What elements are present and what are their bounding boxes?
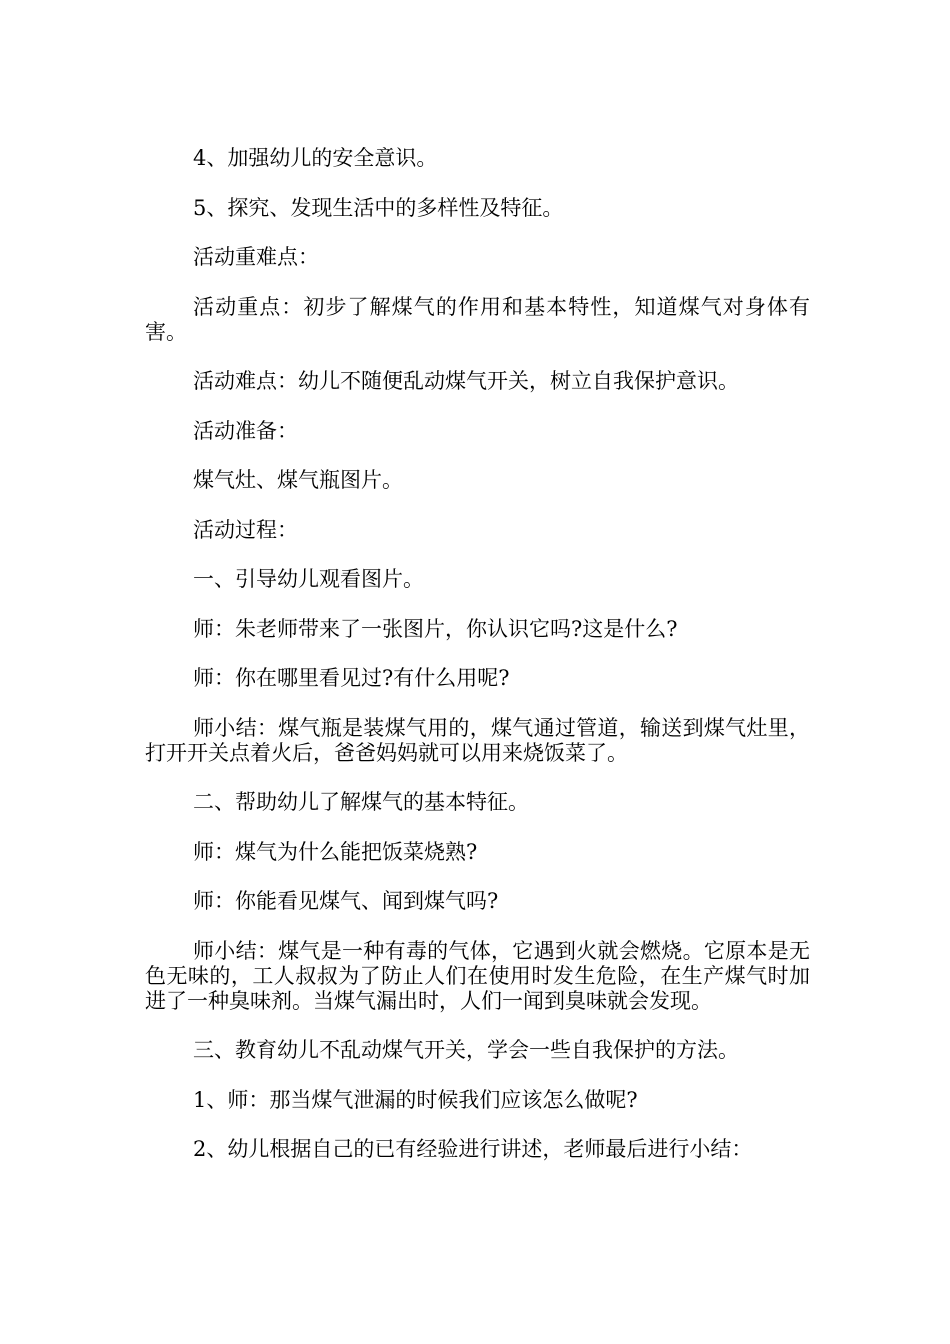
paragraph-difficult-point: 活动难点：幼儿不随便乱动煤气开关，树立自我保护意识。 xyxy=(193,369,739,393)
step-heading-3: 三、教育幼儿不乱动煤气开关，学会一些自我保护的方法。 xyxy=(193,1038,739,1062)
list-item-step-3-2: 2、幼儿根据自己的已有经验进行讲述，老师最后进行小结： xyxy=(193,1137,753,1161)
paragraph-teacher-question-4: 师：你能看见煤气、闻到煤气吗? xyxy=(193,889,499,913)
paragraph-key-point: 活动重点：初步了解煤气的作用和基本特性，知道煤气对身体有害。 xyxy=(145,294,810,344)
paragraph-teacher-question-2: 师：你在哪里看见过?有什么用呢? xyxy=(193,666,510,690)
section-heading-preparation: 活动准备： xyxy=(193,418,298,443)
paragraph-teacher-summary-1: 师小结：煤气瓶是装煤气用的，煤气通过管道，输送到煤气灶里，打开开关点着火后，爸爸妈妈就可以用来烧饭菜了。 xyxy=(145,715,810,765)
paragraph-teacher-question-3: 师：煤气为什么能把饭菜烧熟? xyxy=(193,839,478,864)
document-body xyxy=(145,146,810,1187)
paragraph-teacher-summary-2: 师小结：煤气是一种有毒的气体，它遇到火就会燃烧。它原本是无色无味的，工人叔叔为了防止人们在使用时发生危险，在生产煤气时加进了一种臭味剂。当煤气漏出时，人们一闻到臭味就会发现。 xyxy=(145,938,810,1013)
section-heading-key-points: 活动重难点： xyxy=(193,245,319,269)
step-heading-2: 二、帮助幼儿了解煤气的基本特征。 xyxy=(193,790,529,814)
list-item-goal-5: 5、探究、发现生活中的多样性及特征。 xyxy=(193,195,564,220)
paragraph-preparation-items: 煤气灶、煤气瓶图片。 xyxy=(193,468,403,492)
section-heading-process: 活动过程： xyxy=(193,517,298,542)
list-item-step-3-1: 1、师：那当煤气泄漏的时候我们应该怎么做呢? xyxy=(193,1087,638,1112)
list-item-goal-4: 4、加强幼儿的安全意识。 xyxy=(193,146,438,170)
step-heading-1: 一、引导幼儿观看图片。 xyxy=(193,567,424,591)
paragraph-teacher-question-1: 师：朱老师带来了一张图片，你认识它吗?这是什么? xyxy=(193,616,678,641)
